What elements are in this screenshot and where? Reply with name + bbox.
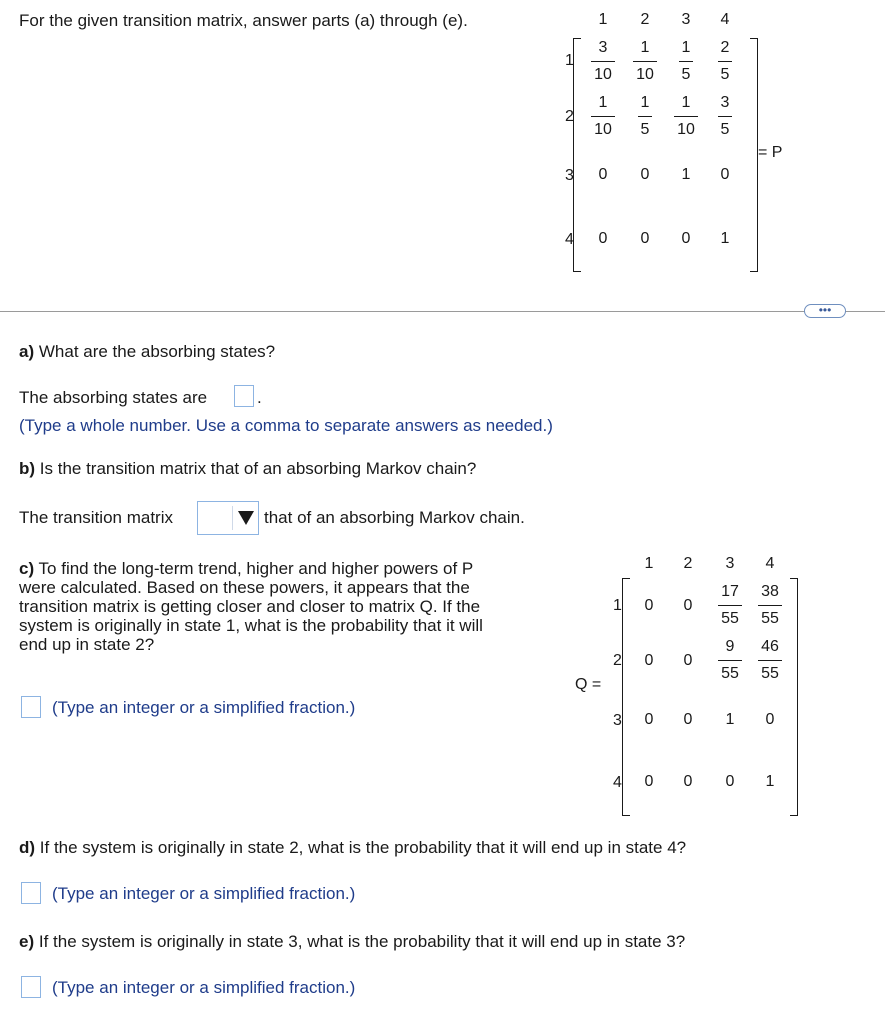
p-col-header-1: 1 bbox=[598, 11, 608, 28]
p-cell-1-4: 2 5 bbox=[710, 38, 740, 85]
q-cell-2-2: 0 bbox=[683, 652, 693, 669]
part-b-suffix: that of an absorbing Markov chain. bbox=[264, 508, 525, 527]
q-row-label-1: 1 bbox=[613, 597, 622, 614]
p-cell-4-3: 0 bbox=[681, 230, 691, 247]
p-left-bracket bbox=[573, 38, 581, 272]
instructions-text: For the given transition matrix, answer parts (a) through (e). bbox=[19, 11, 468, 30]
part-c-question: c) To find the long-term trend, higher and higher powers of P were calculated. Based on these powers, it appears that the transition matrix is getting closer and closer to matrix Q. If the system is originally in state 1, what is the probability that it will end up in state 2? bbox=[19, 559, 483, 654]
p-cell-4-4: 1 bbox=[720, 230, 730, 247]
part-a-hint: (Type a whole number. Use a comma to separate answers as needed.) bbox=[19, 416, 553, 435]
p-cell-3-2: 0 bbox=[640, 166, 650, 183]
q-cell-1-4: 38 55 bbox=[755, 582, 785, 629]
p-cell-2-2: 1 5 bbox=[630, 93, 660, 140]
p-col-header-3: 3 bbox=[681, 11, 691, 28]
p-cell-1-2: 1 10 bbox=[630, 38, 660, 85]
part-d-hint: (Type an integer or a simplified fraction.) bbox=[52, 884, 356, 903]
q-row-label-3: 3 bbox=[613, 712, 622, 729]
part-d-question: d) If the system is originally in state 2, what is the probability that it will end up in state 4? bbox=[19, 838, 687, 857]
part-d-answer-input[interactable] bbox=[21, 882, 41, 904]
dropdown-separator bbox=[232, 506, 233, 530]
q-matrix-name: Q = bbox=[575, 676, 602, 693]
p-right-bracket bbox=[750, 38, 758, 272]
p-row-label-1: 1 bbox=[565, 52, 574, 69]
p-cell-3-4: 0 bbox=[720, 166, 730, 183]
q-cell-4-4: 1 bbox=[765, 773, 775, 790]
p-cell-3-3: 1 bbox=[681, 166, 691, 183]
p-cell-1-3: 1 5 bbox=[671, 38, 701, 85]
q-cell-4-2: 0 bbox=[683, 773, 693, 790]
part-b-question: b) Is the transition matrix that of an absorbing Markov chain? bbox=[19, 459, 477, 478]
q-col-header-3: 3 bbox=[725, 555, 735, 572]
p-cell-2-4: 3 5 bbox=[710, 93, 740, 140]
q-cell-1-3: 17 55 bbox=[715, 582, 745, 629]
p-cell-2-3: 1 10 bbox=[671, 93, 701, 140]
q-cell-4-3: 0 bbox=[725, 773, 735, 790]
p-col-header-2: 2 bbox=[640, 11, 650, 28]
q-col-header-4: 4 bbox=[765, 555, 775, 572]
p-matrix-name: = P bbox=[758, 144, 783, 161]
q-row-label-4: 4 bbox=[613, 774, 622, 791]
part-c-answer-input[interactable] bbox=[21, 696, 41, 718]
p-cell-3-1: 0 bbox=[598, 166, 608, 183]
q-col-header-2: 2 bbox=[683, 555, 693, 572]
q-cell-2-1: 0 bbox=[644, 652, 654, 669]
p-cell-4-1: 0 bbox=[598, 230, 608, 247]
dropdown-arrow-icon[interactable] bbox=[238, 511, 254, 525]
q-cell-3-2: 0 bbox=[683, 711, 693, 728]
q-cell-4-1: 0 bbox=[644, 773, 654, 790]
p-row-label-2: 2 bbox=[565, 108, 574, 125]
p-cell-1-1: 3 10 bbox=[588, 38, 618, 85]
q-cell-2-3: 9 55 bbox=[715, 637, 745, 684]
part-a-answer-prefix: The absorbing states are bbox=[19, 388, 208, 407]
q-cell-3-4: 0 bbox=[765, 711, 775, 728]
q-cell-1-2: 0 bbox=[683, 597, 693, 614]
p-cell-4-2: 0 bbox=[640, 230, 650, 247]
q-cell-3-3: 1 bbox=[725, 711, 735, 728]
part-a-question: a) What are the absorbing states? bbox=[19, 342, 276, 361]
part-e-question: e) If the system is originally in state 3, what is the probability that it will end up in state 3? bbox=[19, 932, 686, 951]
q-row-label-2: 2 bbox=[613, 652, 622, 669]
part-b-dropdown[interactable] bbox=[197, 501, 259, 535]
part-c-hint: (Type an integer or a simplified fraction.) bbox=[52, 698, 356, 717]
more-options-button[interactable]: ••• bbox=[804, 304, 846, 318]
part-b-prefix: The transition matrix bbox=[19, 508, 173, 527]
q-cell-2-4: 46 55 bbox=[755, 637, 785, 684]
q-left-bracket bbox=[622, 578, 630, 816]
section-divider bbox=[0, 311, 885, 312]
q-right-bracket bbox=[790, 578, 798, 816]
p-row-label-4: 4 bbox=[565, 231, 574, 248]
p-cell-2-1: 1 10 bbox=[588, 93, 618, 140]
part-e-hint: (Type an integer or a simplified fraction.) bbox=[52, 978, 356, 997]
p-col-header-4: 4 bbox=[720, 11, 730, 28]
p-row-label-3: 3 bbox=[565, 167, 574, 184]
q-cell-1-1: 0 bbox=[644, 597, 654, 614]
q-col-header-1: 1 bbox=[644, 555, 654, 572]
part-e-answer-input[interactable] bbox=[21, 976, 41, 998]
q-cell-3-1: 0 bbox=[644, 711, 654, 728]
part-a-answer-input[interactable] bbox=[234, 385, 254, 407]
part-a-answer-suffix: . bbox=[257, 388, 262, 407]
